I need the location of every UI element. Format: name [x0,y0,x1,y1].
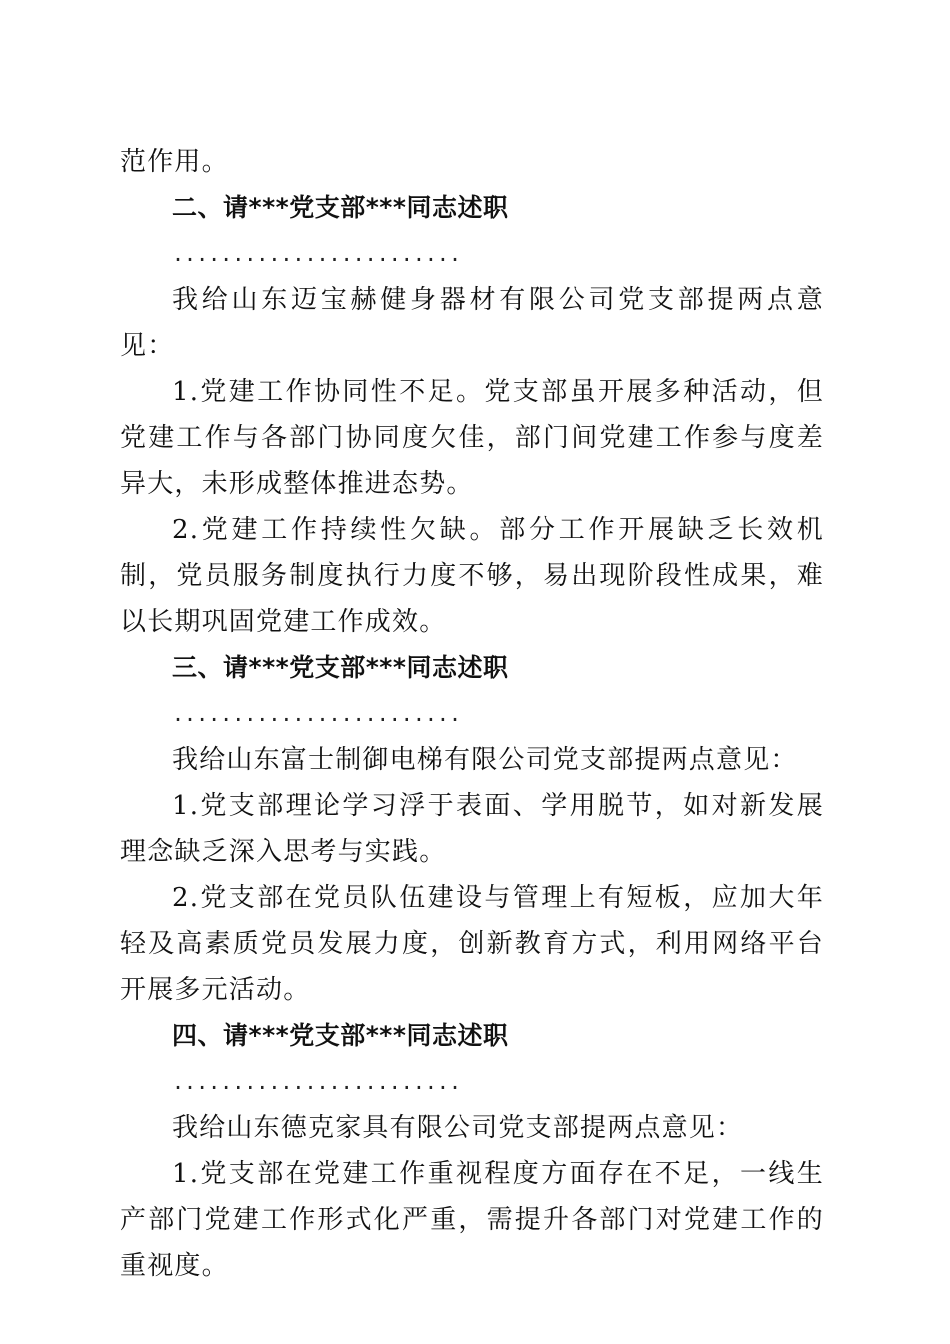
ellipsis-line: ........................ [172,242,461,266]
section-heading: 三、请***党支部***同志述职 [172,653,509,682]
intro-paragraph: 我给山东迈宝赫健身器材有限公司党支部提两点意见： [120,285,824,361]
point-paragraph: 2.党建工作持续性欠缺。部分工作开展缺乏长效机制，党员服务制度执行力度不够，易出现阶段性成果，难以长期巩固党建工作成效。 [120,515,824,637]
intro-paragraph: 我给山东富士制御电梯有限公司党支部提两点意见： [172,745,798,775]
ellipsis-line: ........................ [172,1070,461,1094]
section-3 [120,645,824,1013]
point-paragraph: 1.党支部理论学习浮于表面、学用脱节，如对新发展理念缺乏深入思考与实践。 [120,791,824,867]
document-page [120,139,824,1289]
section-heading: 四、请***党支部***同志述职 [172,1021,509,1050]
intro-paragraph: 我给山东德克家具有限公司党支部提两点意见： [172,1113,744,1143]
ellipsis-line: ........................ [172,702,461,726]
point-paragraph: 1.党建工作协同性不足。党支部虽开展多种活动，但党建工作与各部门协同度欠佳，部门间党建工作参与度差异大，未形成整体推进态势。 [120,377,824,499]
point-paragraph: 1.党支部在党建工作重视程度方面存在不足，一线生产部门党建工作形式化严重，需提升各部门对党建工作的重视度。 [120,1159,824,1281]
section-2 [120,185,824,645]
section-heading: 二、请***党支部***同志述职 [172,193,509,222]
point-paragraph: 2.党支部在党员队伍建设与管理上有短板，应加大年轻及高素质党员发展力度，创新教育方式，利用网络平台开展多元活动。 [120,883,824,1005]
continuation-paragraph: 范作用。 [120,147,229,177]
section-4 [120,1013,824,1289]
